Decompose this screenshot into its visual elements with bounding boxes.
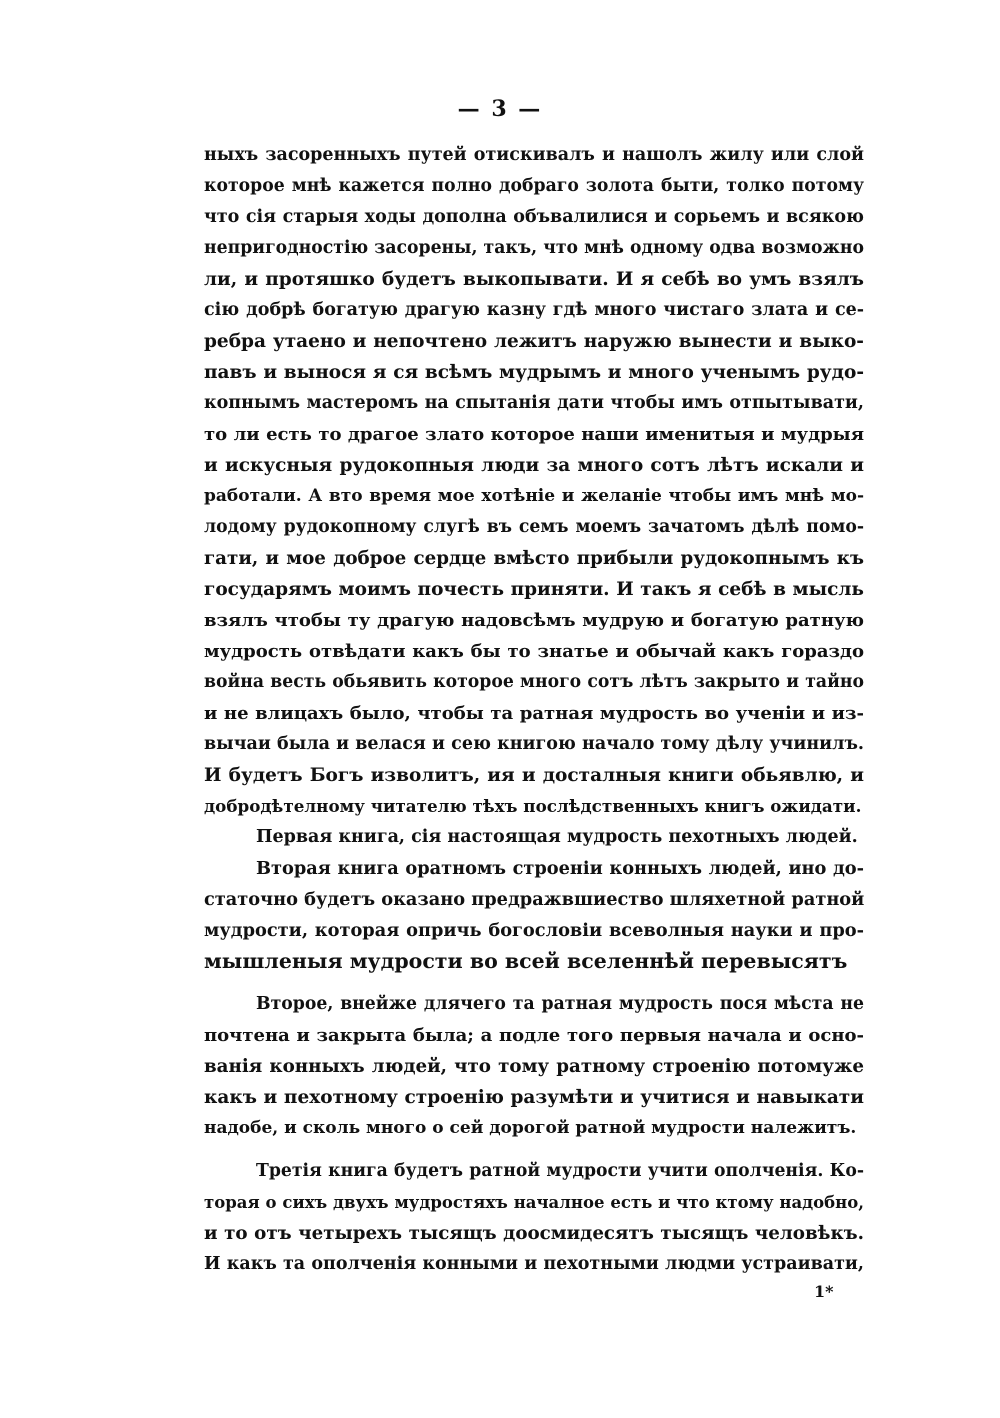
text-line: И будетъ Богъ изволитъ, ия и досталныя книги обьявлю, и [204,765,864,786]
text-line: Вторая книга оратномъ строеніи конныхъ людей, ино до- [256,858,864,879]
text-line: которое мнѣ кажется полно добраго золота быти, толко потому [204,176,864,196]
text-line: ванія конныхъ людей, что тому ратному строенію потомуже [204,1056,864,1077]
text-line: сію добрѣ богатую драгую казну гдѣ много чистаго злата и се- [204,300,864,320]
text-line: война весть обьявить которое много сотъ лѣтъ закрыто и тайно [204,672,864,692]
text-line: ребра утаено и непочтено лежитъ наружю вынести и выко- [204,331,864,352]
text-line: мышленыя мудрости во всей вселеннѣй перевысятъ [204,949,848,973]
text-line: и не влицахъ было, чтобы та ратная мудрость во ученіи и из- [204,703,864,724]
text-line: лодому рудокопному слугѣ въ семъ моемъ зачатомъ дѣлѣ помо- [204,517,864,537]
text-line: работали. А вто время мое хотѣніе и желаніе чтобы имъ мнѣ мо- [204,486,864,506]
text-line: ли, и протяшко будетъ выкопывати. И я себѣ во умъ взялъ [204,269,864,290]
text-line: государямъ моимъ почесть приняти. И такъ я себѣ в мысль [204,579,864,600]
body-text [204,140,864,1280]
text-line: взялъ чтобы ту драгую надовсѣмъ мудрую и богатую ратную [204,610,864,631]
text-line: и то отъ четырехъ тысящъ доосмидесятъ тысящъ человѣкъ. [204,1223,864,1244]
text-line: торая о сихъ двухъ мудростяхъ началное есть и что ктому надобно, [204,1193,864,1212]
text-line: Второе, внейже длячего та ратная мудрость пося мѣста не [256,994,864,1014]
text-line: надобе, и сколь много о сей дорогой ратной мудрости належитъ. [204,1118,857,1138]
text-line: гати, и мое доброе сердце вмѣсто прибыли рудокопнымъ къ [204,548,864,569]
text-line: что сія старыя ходы дополна объвалилися и сорьемъ и всякою [204,207,864,227]
paragraph-gap [204,1144,864,1156]
paragraph-gap [204,977,864,989]
text-line: ныхъ засоренныхъ путей отискивалъ и нашолъ жилу или слой [204,145,864,165]
text-line: вычаи была и велася и сею книгою начало тому дѣлу учинилъ. [204,734,864,754]
text-line: Первая книга, сія настоящая мудрость пехотныхъ людей. [256,827,858,847]
text-line: почтена и закрыта была; а подле того первыя начала и осно- [204,1025,864,1046]
text-line: непригодностію засорены, такъ, что мнѣ одному одва возможно [204,238,864,258]
text-line: статочно будетъ оказано предражвшиество шляхетной ратной [204,889,864,910]
text-line: мудрости, которая опричь богословіи всеволныя науки и про- [204,920,864,941]
text-line: и искусныя рудокопныя люди за много сотъ лѣтъ искали и [204,455,864,476]
text-line: добродѣтелному читателю тѣхъ послѣдственныхъ книгъ ожидати. [204,796,862,816]
page-number: — 3 — [457,96,543,122]
text-line: Третія книга будетъ ратной мудрости учити ополченія. Ко- [256,1161,864,1181]
text-line: какъ и пехотному строенію разумѣти и учитися и навыкати [204,1087,864,1108]
signature-mark: 1* [814,1282,834,1301]
text-line: И какъ та ополченія конными и пехотными людми устраивати, [204,1254,864,1274]
text-line: мудрость отвѣдати какъ бы то знатье и обычай какъ гораздо [204,641,864,662]
text-line: павъ и вынося я ся всѣмъ мудрымъ и много ученымъ рудо- [204,362,864,383]
text-line: то ли есть то драгое злато которое наши именитыя и мудрыя [204,424,864,445]
text-line: копнымъ мастеромъ на спытанія дати чтобы имъ отпытывати, [204,393,864,413]
